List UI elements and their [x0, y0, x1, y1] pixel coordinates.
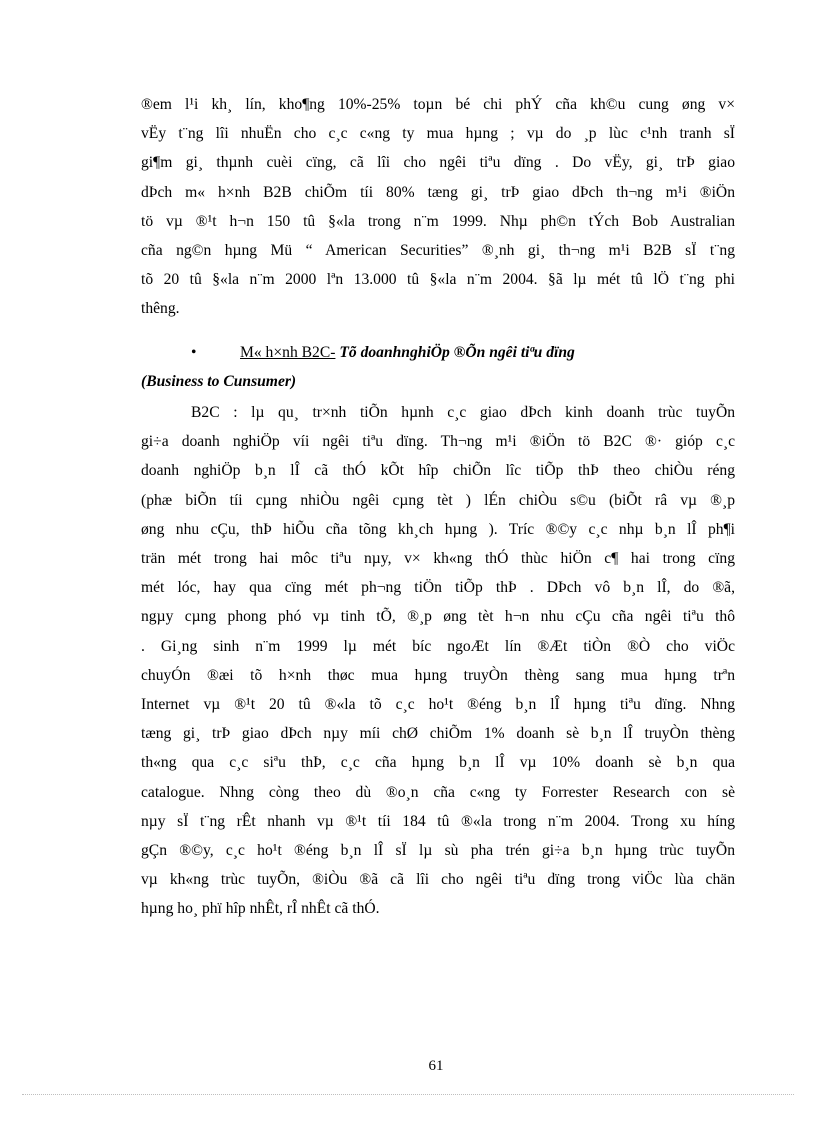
- text-line: vËy t¨ng lîi nhuËn cho c¸c c«ng ty mua hµng ; vµ do ¸p lùc c¹nh tranh sÏ: [141, 125, 735, 143]
- text-line: tæng gi¸ trÞ giao dÞch nµy míi chØ chiÕm 1% doanh sè b¸n lÎ truyÒn thèng: [141, 725, 735, 743]
- text-line: gÇn ®©y, c¸c ho¹t ®éng b¸n lÎ sÏ lµ sù pha trén gi÷a b¸n hµng trùc tuyÕn: [141, 842, 735, 860]
- text-line: catalogue. Nhng còng theo dù ®o¸n cña c«ng ty Forrester Research con sè: [141, 783, 735, 801]
- text-line: Internet vµ ®¹t 20 tû ®«la tõ c¸c ho¹t ®éng b¸n lÎ hµng tiªu dïng. Nhng: [141, 696, 735, 714]
- text-line: hµng ho¸ phï hîp nhÊt, rÎ nhÊt cã thÓ.: [141, 900, 380, 918]
- footer-divider: [22, 1094, 794, 1095]
- text-line: thêng.: [141, 300, 180, 318]
- text-line: . Gi¸ng sinh n¨m 1999 lµ mét bíc ngoÆt lín ®Æt tiÒn ®Ò cho viÖc: [141, 637, 735, 655]
- text-line: ngµy cµng phong phó vµ tinh tÕ, ®¸p øng tèt h¬n nhu cÇu cña ngêi tiªu thô: [141, 608, 735, 626]
- text-line: cña ng©n hµng Mü “ American Securities” ®¸nh gi¸ th¬ng m¹i B2B sÏ t¨ng: [141, 242, 735, 260]
- paragraph-b2b-continued: [141, 90, 735, 324]
- section-heading-b2c: [141, 338, 735, 396]
- text-line: trän mét trong hai môc tiªu nµy, v× kh«ng thÓ thùc hiÖn c¶ hai trong cïng: [141, 550, 735, 568]
- text-line: (phæ biÕn tíi cµng nhiÒu ngêi cµng tèt ) lÉn chiÒu s©u (biÕt râ vµ ®¸p: [141, 491, 735, 509]
- text-line: tõ 20 tû §«la n¨m 2000 lªn 13.000 tû §«la n¨m 2004. §ã lµ mét tû lÖ t¨ng phi: [141, 271, 735, 289]
- heading-subtitle-english: (Business to Cunsumer): [141, 372, 297, 390]
- text-line: B2C : lµ qu¸ tr×nh tiÕn hµnh c¸c giao dÞch kinh doanh trùc tuyÕn: [191, 404, 735, 422]
- text-line: chuyÓn ®æi tõ h×nh thøc mua hµng truyÒn thèng sang mua hµng trªn: [141, 666, 735, 684]
- paragraph-b2c: [141, 398, 735, 924]
- text-line: vµ kh«ng trùc tuyÕn, ®iÒu ®ã cã lîi cho ngêi tiªu dïng trong viÖc lùa chän: [141, 871, 735, 889]
- text-line: doanh nghiÖp b¸n lÎ cã thÓ kÕt hîp chiÕn lîc tiÕp thÞ theo chiÒu réng: [141, 462, 735, 480]
- body-text: [141, 90, 735, 924]
- text-line: gi÷a doanh nghiÖp víi ngêi tiªu dïng. Th¬ng m¹i ®iÖn tö B2C ®· gióp c¸c: [141, 433, 735, 451]
- text-line: øng nhu cÇu, thÞ hiÕu cña tõng kh¸ch hµng ). Tríc ®©y c¸c nhµ b¸n lÎ ph¶i: [141, 520, 735, 538]
- text-line: gi¶m gi¸ thµnh cuèi cïng, cã lîi cho ngêi tiªu dïng . Do vËy, gi¸ trÞ giao: [141, 154, 735, 172]
- text-line: dÞch m« h×nh B2B chiÕm tíi 80% tæng gi¸ trÞ giao dÞch th¬ng m¹i ®iÖn: [141, 183, 735, 201]
- bullet-icon: •: [191, 343, 197, 361]
- text-line: tö vµ ®¹t h¬n 150 tû §«la trong n¨m 1999. Nhµ ph©n tÝch Bob Australian: [141, 212, 735, 230]
- page-number: 61: [428, 1058, 444, 1074]
- text-line: nµy sÏ t¨ng rÊt nhanh vµ ®¹t tíi 184 tû ®«la trong n¨m 2004. Trong xu híng: [141, 812, 735, 830]
- heading-title: M« h×nh B2C-: [240, 343, 336, 361]
- heading-subtitle: Tõ doanhnghiÖp ®Õn ngêi tiªu dïng: [339, 343, 575, 361]
- heading-first-line: [141, 338, 735, 367]
- text-line: th«ng qua c¸c siªu thÞ, c¸c cña hµng b¸n lÎ vµ 10% doanh sè b¸n qua: [141, 754, 735, 772]
- text-line: mét lóc, hay qua cïng mét ph¬ng tiÖn tiÕp thÞ . DÞch vô b¸n lÎ, do ®ã,: [141, 579, 735, 597]
- text-line: ®em l¹i kh¸ lín, kho¶ng 10%-25% toµn bé chi phÝ cña kh©u cung øng v×: [141, 96, 735, 113]
